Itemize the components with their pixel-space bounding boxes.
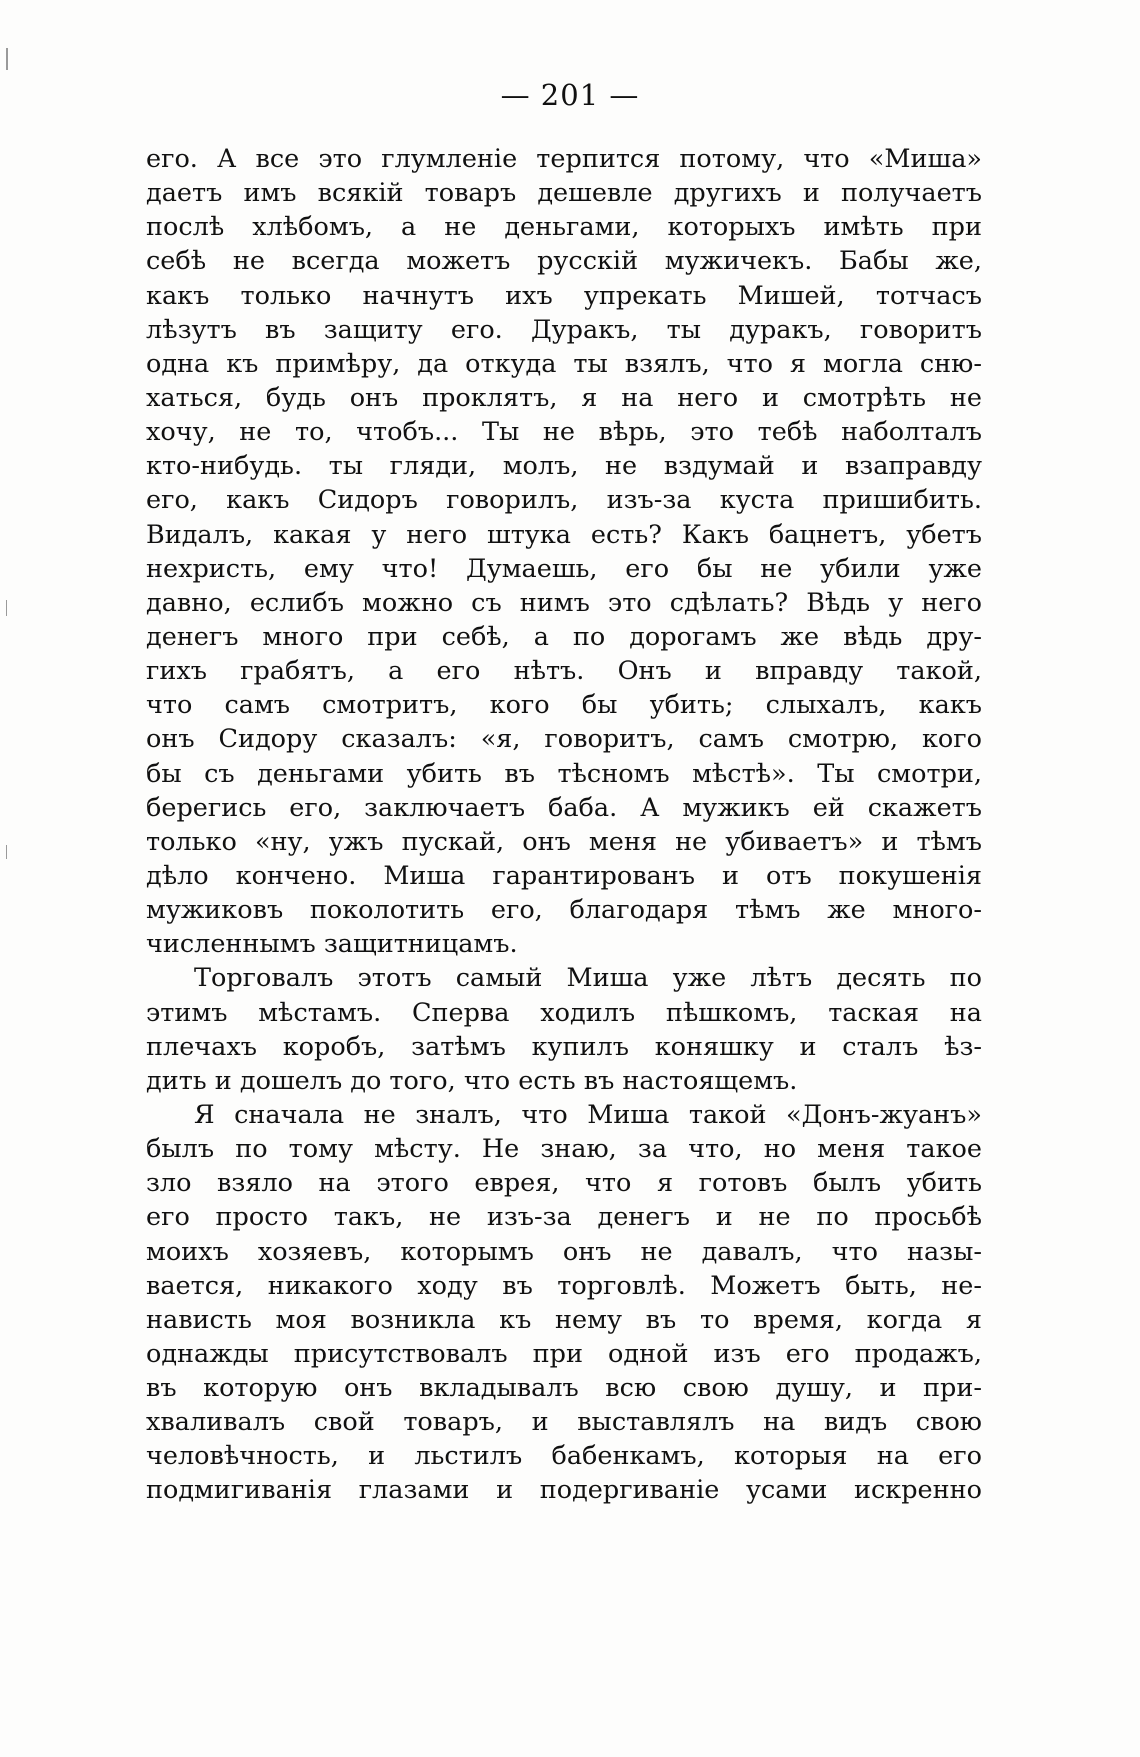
text-line: себѣ не всегда можетъ русскій мужичекъ. Бабы же, (146, 246, 982, 277)
scan-edge-mark (6, 845, 7, 859)
text-line: берегись его, заключаетъ баба. А мужикъ ей скажетъ (146, 792, 982, 823)
text-line: этимъ мѣстамъ. Сперва ходилъ пѣшкомъ, таская на (146, 997, 982, 1028)
text-line: былъ по тому мѣсту. Не знаю, за что, но меня такое (146, 1134, 982, 1165)
text-line: однажды присутствовалъ при одной изъ его продажъ, (146, 1338, 982, 1369)
text-line: денегъ много при себѣ, а по дорогамъ же вѣдь дру- (146, 621, 982, 652)
text-line: моихъ хозяевъ, которымъ онъ не давалъ, что назы- (146, 1236, 982, 1267)
scan-edge-mark (6, 48, 8, 70)
text-line: онъ Сидору сказалъ: «я, говоритъ, самъ смотрю, кого (146, 724, 982, 755)
text-line: одна къ примѣру, да откуда ты взялъ, что я могла сню- (146, 348, 982, 379)
text-line: Торговалъ этотъ самый Миша уже лѣтъ десять по (194, 963, 982, 994)
text-line: его, какъ Сидоръ говорилъ, изъ-за куста пришибить. (146, 485, 982, 516)
text-line: численнымъ защитницамъ. (146, 929, 518, 960)
text-line: давно, еслибъ можно съ нимъ это сдѣлать? Вѣдь у него (146, 587, 982, 618)
text-line: бы съ деньгами убить въ тѣсномъ мѣстѣ». Ты смотри, (146, 758, 982, 789)
text-line: какъ только начнутъ ихъ упрекать Мишей, тотчасъ (146, 280, 982, 311)
text-line: лѣзутъ въ защиту его. Дуракъ, ты дуракъ, говоритъ (146, 314, 982, 345)
text-line: плечахъ коробъ, затѣмъ купилъ коняшку и сталъ ѣз- (146, 1031, 982, 1062)
text-line: хочу, не то, чтобъ... Ты не вѣрь, это тебѣ наболталъ (146, 417, 982, 448)
text-line: дить и дошелъ до того, что есть въ настоящемъ. (146, 1065, 798, 1096)
text-line: мужиковъ поколотить его, благодаря тѣмъ же много- (146, 895, 982, 926)
text-line: хаться, будь онъ проклятъ, я на него и смотрѣть не (146, 382, 982, 413)
page-number: — 201 — (500, 78, 640, 112)
text-line: Я сначала не зналъ, что Миша такой «Донъ-жуанъ» (194, 1099, 982, 1130)
text-line: подмигиванія глазами и подергиваніе усами искренно (146, 1475, 982, 1506)
text-line: зло взяло на этого еврея, что я готовъ былъ убить (146, 1168, 982, 1199)
text-line: человѣчность, и льстилъ бабенкамъ, которыя на его (146, 1441, 982, 1472)
text-line: Видалъ, какая у него штука есть? Какъ бацнетъ, убетъ (146, 519, 982, 550)
text-line: гихъ грабятъ, а его нѣтъ. Онъ и вправду такой, (146, 656, 982, 687)
text-line: хваливалъ свой товаръ, и выставлялъ на видъ свою (146, 1407, 982, 1438)
page-text (146, 142, 982, 1508)
text-line: вается, никакого ходу въ торговлѣ. Можетъ быть, не- (146, 1270, 982, 1301)
text-line: дѣло кончено. Миша гарантированъ и отъ покушенія (146, 860, 982, 891)
text-line: нехристь, ему что! Думаешь, его бы не убили уже (146, 553, 982, 584)
scan-edge-mark (6, 600, 7, 616)
text-line: послѣ хлѣбомъ, а не деньгами, которыхъ имѣть при (146, 212, 982, 243)
text-line: что самъ смотритъ, кого бы убить; слыхалъ, какъ (146, 690, 982, 721)
text-line: въ которую онъ вкладывалъ всю свою душу, и при- (146, 1373, 982, 1404)
text-line: нависть моя возникла къ нему въ то время, когда я (146, 1304, 982, 1335)
text-line: даетъ имъ всякій товаръ дешевле другихъ и получаетъ (146, 178, 982, 209)
text-line: его просто такъ, не изъ-за денегъ и не по просьбѣ (146, 1202, 982, 1233)
text-line: его. А все это глумленіе терпится потому, что «Миша» (146, 144, 982, 174)
text-line: кто-нибудь. ты гляди, молъ, не вздумай и взаправду (146, 451, 982, 482)
text-line: только «ну, ужъ пускай, онъ меня не убиваетъ» и тѣмъ (146, 826, 982, 857)
